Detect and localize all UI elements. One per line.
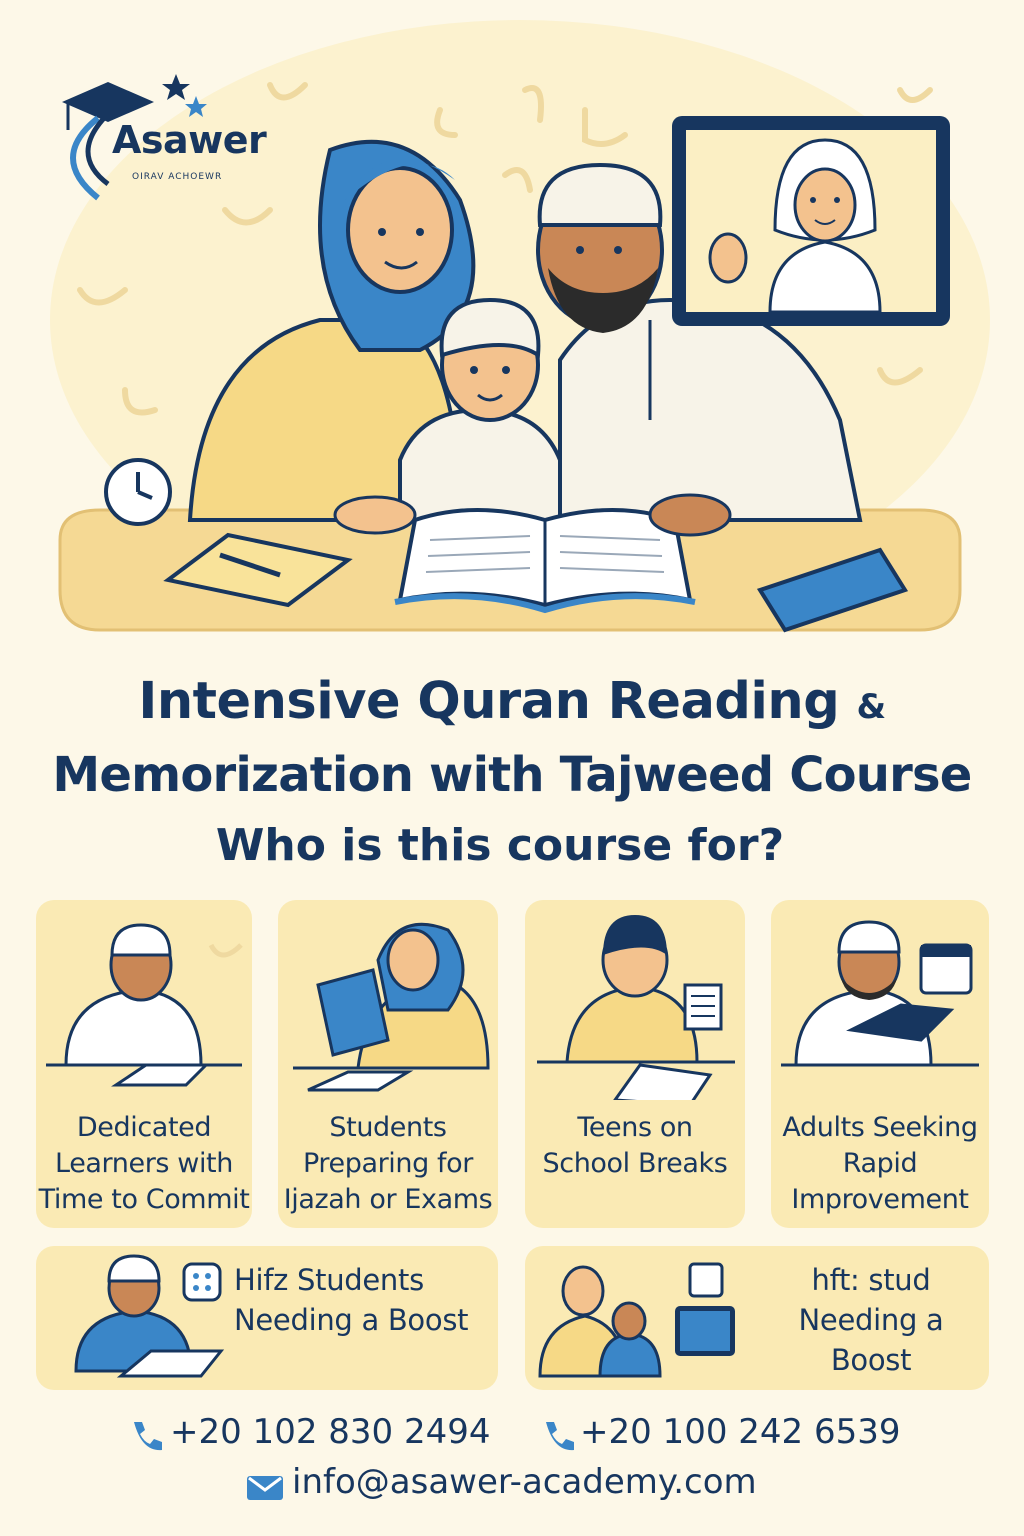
card-label: Hifz Students Needing a Boost (234, 1263, 469, 1337)
phone-link-2[interactable]: +20 100 242 6539 (580, 1412, 901, 1452)
card-label: Students Preparing for Ijazah or Exams (283, 1112, 493, 1215)
clock-icon (106, 460, 170, 524)
email-link[interactable]: info@asawer-academy.com (292, 1462, 757, 1502)
audience-card-hifz-family (525, 1246, 989, 1390)
audience-card-dedicated (36, 900, 252, 1228)
phone-icon[interactable] (128, 1418, 162, 1452)
teen-writing-illustration (525, 900, 745, 1100)
audience-card-students (278, 900, 498, 1228)
calendar-icon (921, 945, 971, 993)
page-title (0, 668, 1024, 809)
adult-reading-illustration (771, 900, 989, 1100)
card-label: Teens on School Breaks (542, 1112, 728, 1179)
chat-bubble-icon (184, 1264, 220, 1300)
audience-card-adults (771, 900, 989, 1228)
dedicated-learner-illustration (36, 900, 252, 1100)
title-line-2: Memorization with Tajweed Course (52, 747, 972, 803)
audience-card-teens (525, 900, 745, 1228)
student-reading-illustration (278, 900, 498, 1100)
envelope-icon[interactable] (246, 1474, 284, 1502)
card-label: Dedicated Learners with Time to Commit (38, 1112, 250, 1215)
section-heading: Who is this course for? (215, 820, 785, 871)
brand-tagline: OIRAV ACHOEWR (132, 172, 223, 182)
family-online-illustration (525, 1246, 755, 1390)
title-line-1: Intensive Quran Reading (138, 672, 840, 731)
phone-icon[interactable] (540, 1418, 574, 1452)
card-label: hft: stud Needing a Boost (798, 1263, 944, 1377)
title-ampersand: & (856, 687, 886, 727)
phone-link-1[interactable]: +20 102 830 2494 (170, 1412, 491, 1452)
hifz-student-illustration (36, 1246, 236, 1390)
card-label: Adults Seeking Rapid Improvement (782, 1112, 978, 1215)
audience-card-hifz (36, 1246, 498, 1390)
brand-name: Asawer (112, 118, 267, 162)
notes-icon (685, 985, 721, 1029)
